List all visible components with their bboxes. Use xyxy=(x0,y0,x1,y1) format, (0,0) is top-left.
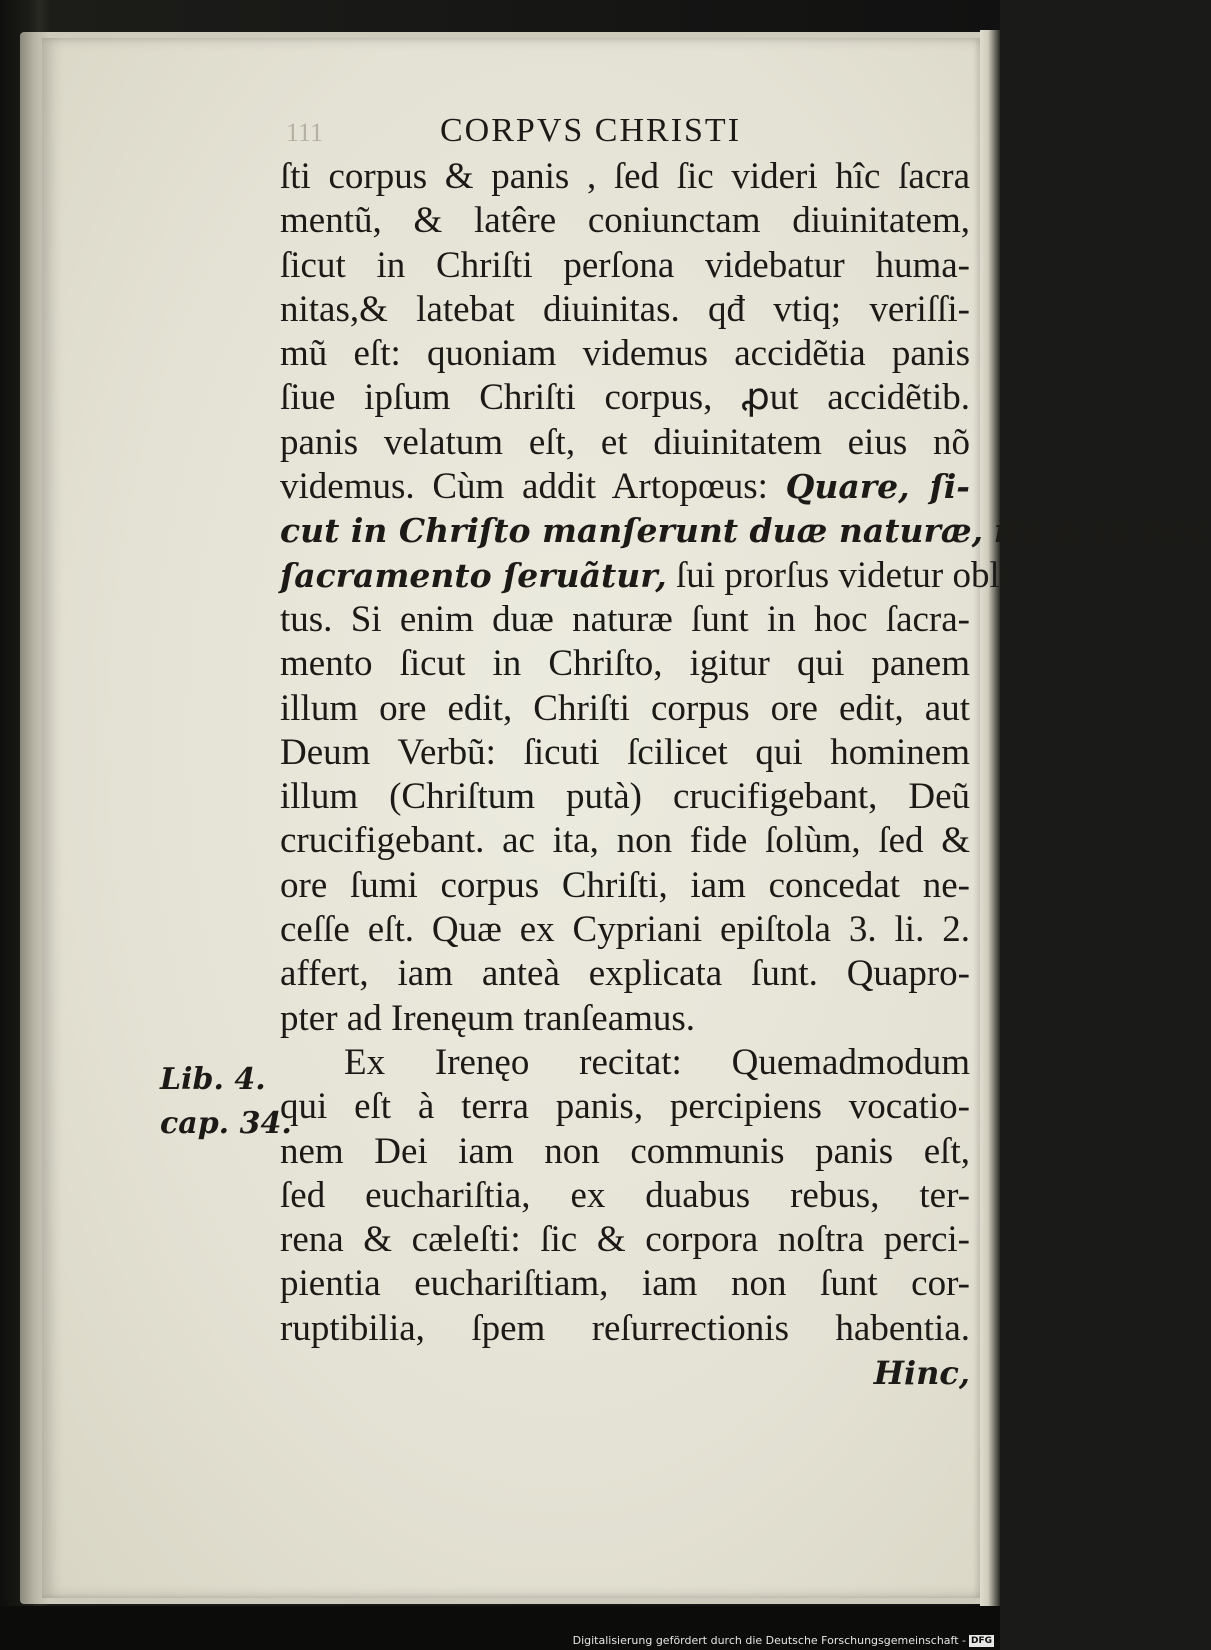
digitization-credit xyxy=(573,1634,994,1647)
text-line: pientia euchariſtiam, iam non ſunt cor- xyxy=(280,1263,970,1305)
text-line xyxy=(280,554,1011,598)
margin-note-lib: Lib. 4. xyxy=(160,1062,266,1097)
text-run: ſui prorſus videtur obli xyxy=(666,554,1011,596)
text-line: affert, iam anteà explicata ſunt. Quapro- xyxy=(280,953,970,995)
text-line: ceſſe eſt. Quæ ex Cypriani epiſtola 3. li. 2. xyxy=(280,909,970,951)
text-line: illum (Chriſtum putà) crucifigebant, Deũ xyxy=(280,776,970,818)
text-line xyxy=(280,509,1211,553)
text-line: panis velatum eſt, et diuinitatem eius nõ xyxy=(280,421,970,463)
italic-quote: cut in Chriſto manſerunt duæ naturæ, ita & in hoc xyxy=(280,511,1211,551)
italic-quote: Quare, ſi- xyxy=(785,467,970,507)
text-line: ruptibilia, ſpem reſurrectionis habentia. xyxy=(280,1307,970,1349)
running-title: CORPVS CHRISTI xyxy=(440,112,742,149)
text-line: mento ſicut in Chriſto, igitur qui panem xyxy=(280,643,970,685)
text-line: ſicut in Chriſti perſona videbatur huma- xyxy=(280,244,970,286)
text-line: mũ eſt: quoniam videmus accidẽtia panis xyxy=(280,333,970,375)
text-line: crucifigebant. ac ita, non fide ſolùm, ſed & xyxy=(280,820,970,862)
text-line: ſed euchariſtia, ex duabus rebus, ter- xyxy=(280,1174,970,1216)
page-number: 111 xyxy=(286,118,324,147)
text-line: rena & cæleſti: ſic & corpora noſtra perci- xyxy=(280,1219,970,1261)
dfg-logo: DFG xyxy=(970,1635,992,1646)
text-line xyxy=(280,465,970,509)
text-line: ſti corpus & panis , ſed ſic videri hîc ſacra xyxy=(280,156,970,197)
text-line: mentũ, & latêre coniunctam diuinitatem, xyxy=(280,200,970,242)
text-run: videmus. Cùm addit Artopœus: xyxy=(280,466,786,508)
text-line: qui eſt à terra panis, percipiens vocatio- xyxy=(280,1086,970,1128)
text-line: ore ſumi corpus Chriſti, iam concedat ne- xyxy=(280,864,970,906)
italic-quote: ſacramento ſeruãtur, xyxy=(280,555,667,595)
text-line: illum ore edit, Chriſti corpus ore edit, aut xyxy=(280,687,970,729)
text-line: Ex Irenęo recitat: Quemadmodum xyxy=(344,1041,970,1083)
margin-note-cap: cap. 34. xyxy=(160,1106,292,1141)
text-line: Deum Verbũ: ſicuti ſcilicet qui hominem xyxy=(280,731,970,773)
text-line: tus. Si enim duæ naturæ ſunt in hoc ſacra- xyxy=(280,598,970,640)
catchword: Hinc, xyxy=(873,1354,970,1393)
main-text xyxy=(280,155,1211,1395)
facing-page-edge xyxy=(980,30,1000,1610)
text-line: nitas,& latebat diuinitas. qđ vtiq; veriſſi- xyxy=(280,288,970,330)
text-line: nem Dei iam non communis panis eſt, xyxy=(280,1130,970,1172)
credit-text: Digitalisierung gefördert durch die Deutsche Forschungsgemeinschaft - xyxy=(572,1634,966,1647)
text-line: ſiue ipſum Chriſti corpus, ꝓut accidẽtib. xyxy=(280,377,970,419)
text-line: pter ad Irenęum tranſeamus. xyxy=(280,997,696,1039)
